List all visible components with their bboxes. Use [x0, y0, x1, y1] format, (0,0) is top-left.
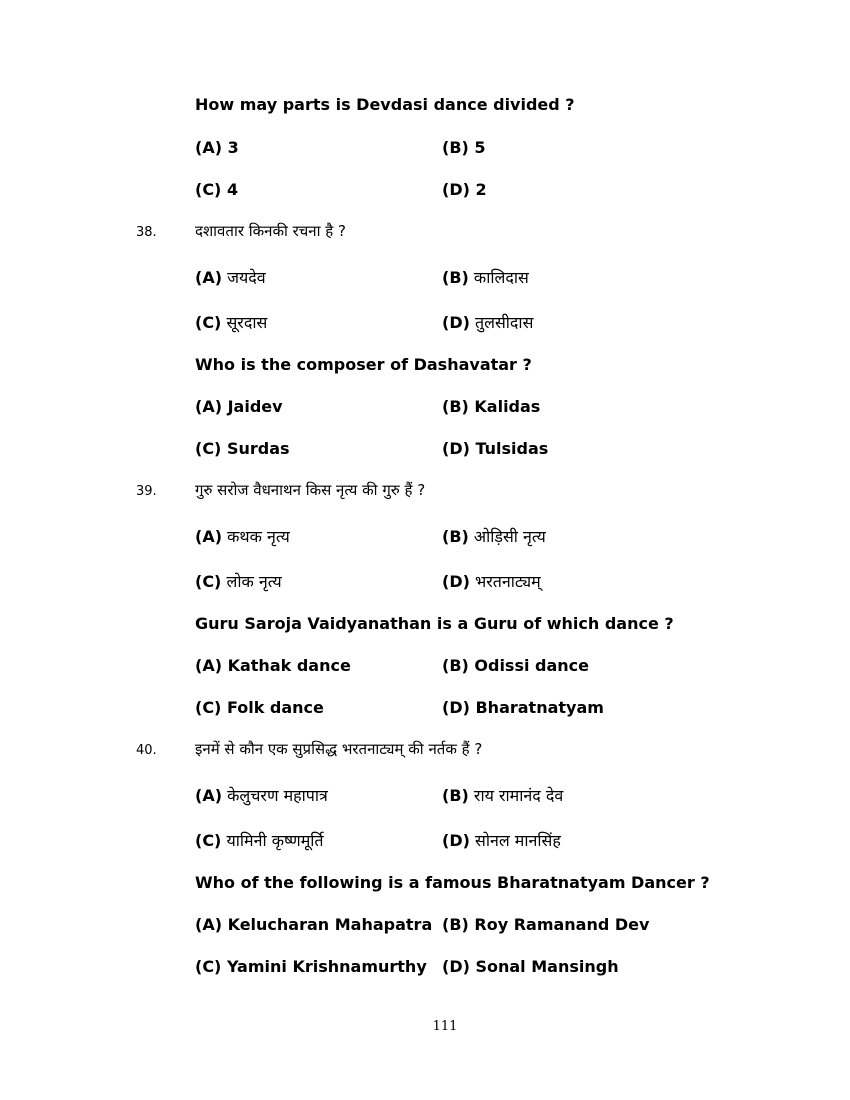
page-number: 111 [432, 1019, 458, 1034]
q40-number: 40. [136, 743, 157, 758]
q38-number: 38. [136, 225, 157, 240]
q40-hi-question: इनमें से कौन एक सुप्रसिद्ध भरतनाट्यम् की नर्तक हैं ? [195, 740, 483, 758]
q37-en-option-c: (C) 4 [195, 180, 239, 199]
q39-hi-option-b: (B) ओड़िसी नृत्य [442, 527, 546, 546]
q40-en-option-d: (D) Sonal Mansingh [442, 957, 619, 976]
q40-hi-option-c: (C) यामिनी कृष्णमूर्ति [195, 831, 324, 850]
q40-en-option-c: (C) Yamini Krishnamurthy [195, 957, 427, 976]
q39-en-option-d: (D) Bharatnatyam [442, 698, 604, 717]
q39-hi-option-c: (C) लोक नृत्य [195, 572, 282, 591]
q40-hi-option-a: (A) केलुचरण महापात्र [195, 786, 328, 805]
q40-hi-option-b: (B) राय रामानंद देव [442, 786, 564, 805]
q37-en-question: How may parts is Devdasi dance divided ? [195, 95, 575, 114]
q40-hi-option-d: (D) सोनल मानसिंह [442, 831, 561, 850]
q38-en-option-c: (C) Surdas [195, 439, 290, 458]
q38-hi-option-c: (C) सूरदास [195, 313, 268, 332]
q39-hi-question: गुरु सरोज वैधनाथन किस नृत्य की गुरु हैं ? [195, 481, 426, 499]
q39-number: 39. [136, 484, 157, 499]
q40-en-option-b: (B) Roy Ramanand Dev [442, 915, 650, 934]
q40-en-question: Who of the following is a famous Bharatnatyam Dancer ? [195, 873, 710, 892]
q38-hi-option-a: (A) जयदेव [195, 268, 266, 287]
q39-en-option-b: (B) Odissi dance [442, 656, 590, 675]
q38-hi-option-b: (B) कालिदास [442, 268, 529, 287]
q38-hi-question: दशावतार किनकी रचना है ? [195, 222, 346, 240]
q38-en-option-b: (B) Kalidas [442, 397, 541, 416]
q37-en-option-b: (B) 5 [442, 138, 486, 157]
q37-en-option-d: (D) 2 [442, 180, 487, 199]
q37-en-option-a: (A) 3 [195, 138, 239, 157]
q38-en-option-a: (A) Jaidev [195, 397, 283, 416]
q40-en-option-a: (A) Kelucharan Mahapatra [195, 915, 433, 934]
q38-hi-option-d: (D) तुलसीदास [442, 313, 534, 332]
q38-en-option-d: (D) Tulsidas [442, 439, 549, 458]
q39-en-option-a: (A) Kathak dance [195, 656, 351, 675]
q39-hi-option-d: (D) भरतनाट्यम् [442, 572, 541, 591]
q39-en-option-c: (C) Folk dance [195, 698, 324, 717]
q39-en-question: Guru Saroja Vaidyanathan is a Guru of which dance ? [195, 614, 674, 633]
q39-hi-option-a: (A) कथक नृत्य [195, 527, 290, 546]
q38-en-question: Who is the composer of Dashavatar ? [195, 355, 532, 374]
